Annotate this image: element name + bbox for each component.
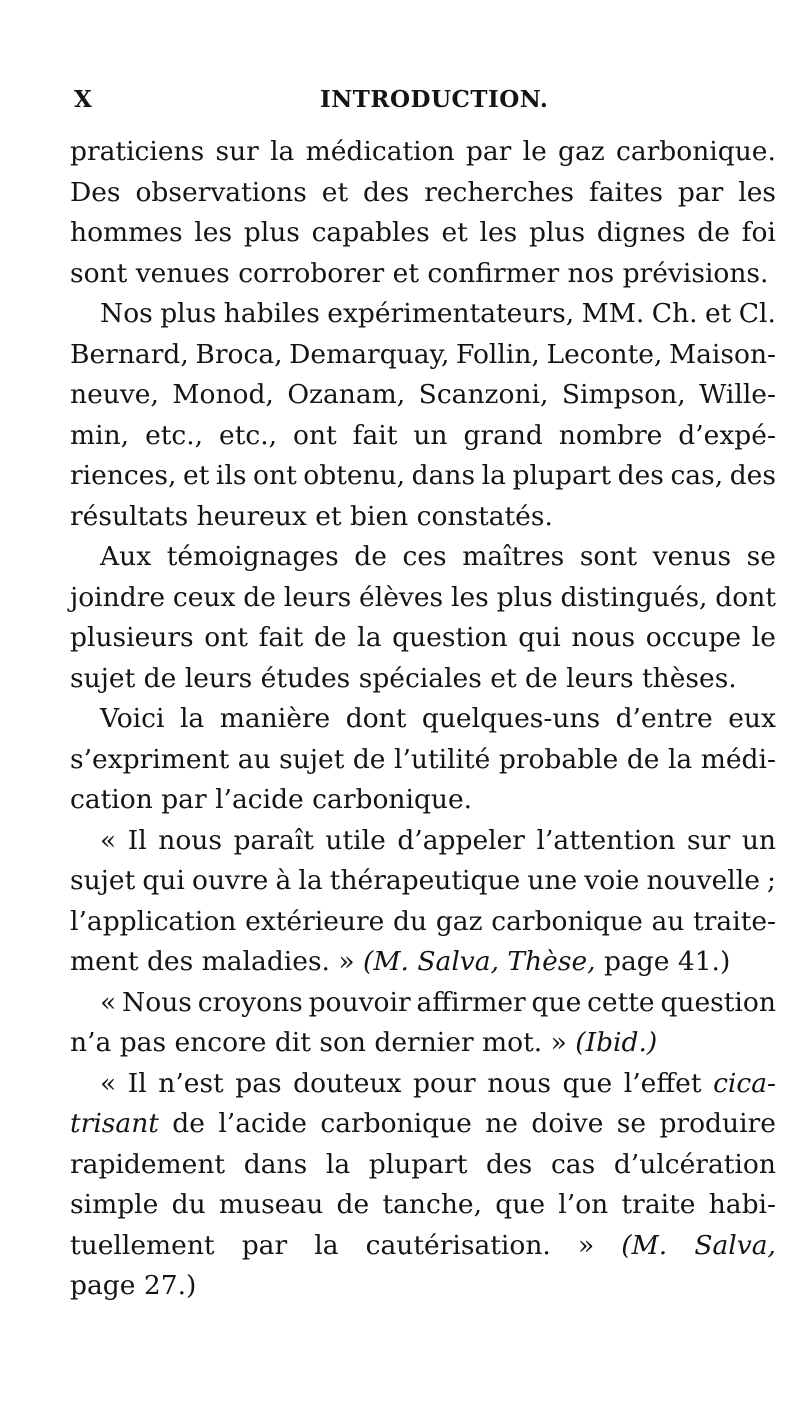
word: de [525, 662, 567, 694]
word: thérapeutique [329, 865, 521, 896]
word: sur [686, 824, 731, 856]
word: carbonique [491, 905, 643, 937]
word: voie [584, 865, 640, 896]
word: Nous [122, 986, 192, 1018]
word: qui [142, 865, 185, 896]
word: dans [243, 1148, 308, 1180]
word: ces [402, 541, 447, 572]
word: hommes [70, 217, 183, 248]
word: carbonique. [312, 784, 473, 815]
page-header [74, 86, 774, 116]
text-line [70, 1064, 776, 1105]
word: au [651, 905, 685, 937]
word: plus [243, 217, 300, 248]
word: affirmer [416, 986, 526, 1018]
word: douteux [293, 1067, 402, 1099]
word: ouvre [191, 865, 269, 896]
word: les [194, 217, 233, 248]
word: les [738, 176, 776, 208]
word: capables [311, 217, 430, 248]
text-line [70, 699, 776, 740]
word: » [338, 946, 364, 977]
word: d’expé- [678, 419, 776, 451]
word: l’acide [218, 1108, 307, 1139]
word: » [577, 1229, 595, 1261]
word: recherches [424, 176, 575, 208]
word: et [321, 176, 349, 208]
word: Monod, [172, 379, 274, 410]
word: des [146, 946, 202, 977]
word: riences, [70, 460, 177, 491]
word: que [562, 1067, 613, 1099]
word: 41.) [677, 946, 731, 977]
text-line [70, 132, 776, 173]
word: encore [174, 1027, 275, 1058]
word: dont [345, 703, 407, 734]
word: foi [741, 217, 776, 248]
word: ont [204, 622, 248, 653]
word: carbonique [320, 1108, 472, 1139]
word: d’appeler [397, 824, 525, 856]
word: de [336, 1189, 370, 1220]
word: de [243, 581, 276, 613]
word: ceux [172, 581, 236, 613]
word: carbonique. [616, 136, 776, 167]
word: sont [70, 257, 136, 289]
word: Demarquay, [289, 338, 450, 370]
word: n’a [70, 1027, 120, 1058]
word: leurs [566, 662, 643, 694]
text-line [70, 173, 776, 214]
word: pour [413, 1067, 476, 1099]
word: min, [70, 419, 130, 451]
word: et [183, 460, 210, 491]
text-line [70, 1104, 776, 1145]
word: quelques-uns [421, 703, 601, 734]
word: la [298, 865, 323, 896]
word: l’effet [623, 1067, 702, 1099]
word: question [392, 622, 508, 653]
word: des [486, 1148, 533, 1180]
word: ont [293, 419, 337, 451]
page-number: X [74, 86, 93, 113]
word: leurs [184, 662, 261, 694]
word: un [741, 824, 776, 856]
word: que [531, 986, 582, 1018]
word: habi- [708, 1189, 776, 1220]
word: faites [588, 176, 663, 208]
word: de [354, 541, 387, 572]
word: produire [659, 1108, 776, 1139]
word: dignes [596, 217, 686, 248]
word: prévisions. [622, 257, 769, 289]
word: rapidement [70, 1148, 226, 1180]
word: leurs [283, 581, 352, 613]
running-title: INTRODUCTION. [320, 86, 549, 113]
word: des [617, 460, 664, 491]
word: Il [127, 1067, 147, 1099]
word: heureux [196, 500, 316, 532]
word: la [314, 1229, 339, 1261]
text-line [70, 1226, 776, 1267]
word: études [260, 662, 359, 694]
word: museau [218, 1189, 324, 1220]
word: du [393, 905, 428, 937]
word: neuve, [70, 379, 159, 410]
word: cica- [713, 1067, 776, 1099]
word: traite- [693, 905, 776, 937]
text-line [70, 578, 776, 619]
word: gaz [558, 136, 605, 167]
word: « [100, 824, 117, 856]
word: Simpson, [561, 379, 686, 410]
word: pas [235, 1067, 282, 1099]
word: plus [496, 581, 553, 613]
word: Ch. [651, 298, 698, 329]
word: sujet [70, 662, 144, 694]
word: cautérisation. [365, 1229, 551, 1261]
word: Salva, [694, 1229, 776, 1261]
word: Leconte, [546, 338, 663, 370]
word: nous [571, 622, 636, 653]
word: les [450, 581, 489, 613]
word: et [704, 298, 732, 329]
word: Il [127, 824, 147, 856]
word: médi- [700, 743, 776, 775]
book-page [70, 0, 780, 1407]
word: une [527, 865, 578, 896]
text-line [70, 1266, 776, 1307]
word: tanche, [382, 1189, 483, 1220]
word: des [729, 460, 776, 491]
text-line [70, 456, 776, 497]
word: « [100, 1067, 117, 1099]
word: ils [215, 460, 247, 491]
text-line [70, 740, 776, 781]
word: à [275, 865, 292, 896]
word: ne [485, 1108, 518, 1139]
word: l’acide [215, 784, 313, 815]
word: et [490, 662, 526, 694]
word: page [70, 1270, 144, 1301]
word: de [143, 662, 185, 694]
word: dit [274, 1027, 320, 1058]
word: de [626, 743, 660, 775]
word: Nos [100, 298, 153, 329]
text-line [70, 213, 776, 254]
word: ment [70, 946, 147, 977]
word: distingués, [560, 581, 708, 613]
text-line [70, 1185, 776, 1226]
text-line [70, 537, 776, 578]
body-text [70, 132, 776, 1307]
text-line [70, 902, 776, 943]
word: par [161, 784, 216, 815]
word: la [481, 460, 506, 491]
word: spéciales [358, 662, 491, 694]
text-line [70, 983, 776, 1024]
word: la [179, 703, 205, 734]
word: d’entre [615, 703, 713, 734]
word: confirmer [427, 257, 568, 289]
text-line [70, 659, 776, 700]
text-line [70, 254, 776, 295]
word: extérieure [245, 905, 385, 937]
word: bien [350, 500, 417, 532]
word: (M. [363, 946, 418, 977]
word: l’utilité [393, 743, 491, 775]
word: paraît [233, 824, 314, 856]
word: n’est [158, 1067, 224, 1099]
word: Des [70, 176, 121, 208]
word: grand [463, 419, 543, 451]
word: Ozanam, [287, 379, 406, 410]
word: occupe [645, 622, 742, 653]
text-line [70, 861, 776, 902]
word: dans [411, 460, 476, 491]
word: Aux [100, 541, 152, 572]
word: Maison- [669, 338, 776, 370]
word: Bernard, [70, 338, 189, 370]
word: question [660, 986, 776, 1018]
word: gaz [435, 905, 483, 937]
word: plus [528, 217, 586, 248]
word: page [603, 946, 678, 977]
text-line [70, 1145, 776, 1186]
word: par [241, 1229, 288, 1261]
word: et [315, 500, 350, 532]
word: la [357, 622, 382, 653]
word: pas [119, 1027, 175, 1058]
word: (M. [621, 1229, 668, 1261]
word: corroborer [238, 257, 393, 289]
word: doive [531, 1108, 604, 1139]
word: de [352, 743, 386, 775]
word: témoignages [166, 541, 339, 572]
word: le [751, 622, 776, 653]
word: qui [518, 622, 561, 653]
word: Cl. [738, 298, 776, 329]
word: d’ulcération [613, 1148, 776, 1180]
word: que [495, 1189, 546, 1220]
word: ont [253, 460, 297, 491]
word: et [441, 217, 468, 248]
word: par [465, 136, 512, 167]
word: MM. [581, 298, 645, 329]
word: Scanzoni, [418, 379, 549, 410]
word: Follin, [456, 338, 540, 370]
word: fait [352, 419, 398, 451]
word: etc., [145, 419, 204, 451]
word: tuellement [70, 1229, 215, 1261]
word: etc., [219, 419, 278, 451]
word: obtenu, [303, 460, 406, 491]
word: sujet [279, 743, 345, 775]
word: Voici [100, 703, 165, 734]
text-line [70, 942, 776, 983]
word: s’expriment [70, 743, 230, 775]
word: utile [325, 824, 386, 856]
word: observations [135, 176, 307, 208]
text-line [70, 618, 776, 659]
text-line [70, 294, 776, 335]
word: eux [728, 703, 776, 734]
word: sont [579, 541, 638, 572]
word: venues [135, 257, 239, 289]
word: Salva, [417, 946, 508, 977]
word: joindre [70, 581, 166, 613]
word: dont [715, 581, 776, 613]
word: nous [487, 1067, 551, 1099]
word: Wille- [699, 379, 776, 410]
text-line [70, 780, 776, 821]
word: élèves [359, 581, 444, 613]
word: habiles [223, 298, 320, 329]
word: probable [498, 743, 619, 775]
word: Broca, [195, 338, 283, 370]
word: la [270, 136, 295, 167]
word: de [172, 1108, 205, 1139]
text-line [70, 1023, 776, 1064]
word: nouvelle [646, 865, 760, 896]
word: médication [305, 136, 455, 167]
word: cation [70, 784, 162, 815]
word: Thèse, [507, 946, 604, 977]
word: (Ibid.) [575, 1027, 658, 1058]
word: les [479, 217, 518, 248]
word: « [100, 986, 117, 1018]
word: manière [219, 703, 331, 734]
word: de [313, 622, 347, 653]
word: l’attention [536, 824, 676, 856]
word: trisant [70, 1108, 159, 1139]
word: le [522, 136, 547, 167]
text-line [70, 375, 776, 416]
word: thèses. [642, 662, 737, 694]
word: sujet [70, 865, 136, 896]
text-line [70, 821, 776, 862]
word: cas, [670, 460, 724, 491]
word: la [667, 743, 693, 775]
word: la [325, 1148, 351, 1180]
word: plupart [512, 460, 612, 491]
text-line [70, 497, 776, 538]
word: son [319, 1027, 375, 1058]
word: praticiens [70, 136, 205, 167]
word: dernier [374, 1027, 483, 1058]
word: cette [587, 986, 655, 1018]
word: maîtres [462, 541, 565, 572]
text-line [70, 416, 776, 457]
word: plus [160, 298, 217, 329]
word: 27.) [143, 1270, 197, 1301]
word: résultats [70, 500, 197, 532]
word: plusieurs [70, 622, 194, 653]
word: nous [158, 824, 222, 856]
word: nombre [558, 419, 663, 451]
word: et [392, 257, 428, 289]
word: expérimentateurs, [327, 298, 575, 329]
word: maladies. [201, 946, 339, 977]
word: au [237, 743, 271, 775]
word: pouvoir [308, 986, 411, 1018]
word: constatés. [416, 500, 553, 532]
word: sur [215, 136, 259, 167]
word: croyons [197, 986, 303, 1018]
word: plupart [368, 1148, 468, 1180]
word: traite [621, 1189, 696, 1220]
word: des [363, 176, 410, 208]
word: fait [258, 622, 304, 653]
word: venus [652, 541, 732, 572]
word: du [171, 1189, 206, 1220]
word: par [677, 176, 724, 208]
word: cas [550, 1148, 596, 1180]
word: se [746, 541, 776, 572]
word: l’application [70, 905, 237, 937]
word: nos [567, 257, 623, 289]
word: ; [767, 865, 776, 896]
text-line [70, 335, 776, 376]
word: se [616, 1108, 647, 1139]
word: de [697, 217, 730, 248]
word: » [550, 1027, 576, 1058]
word: mot. [482, 1027, 551, 1058]
word: l’on [558, 1189, 609, 1220]
word: un [413, 419, 448, 451]
word: simple [70, 1189, 159, 1220]
